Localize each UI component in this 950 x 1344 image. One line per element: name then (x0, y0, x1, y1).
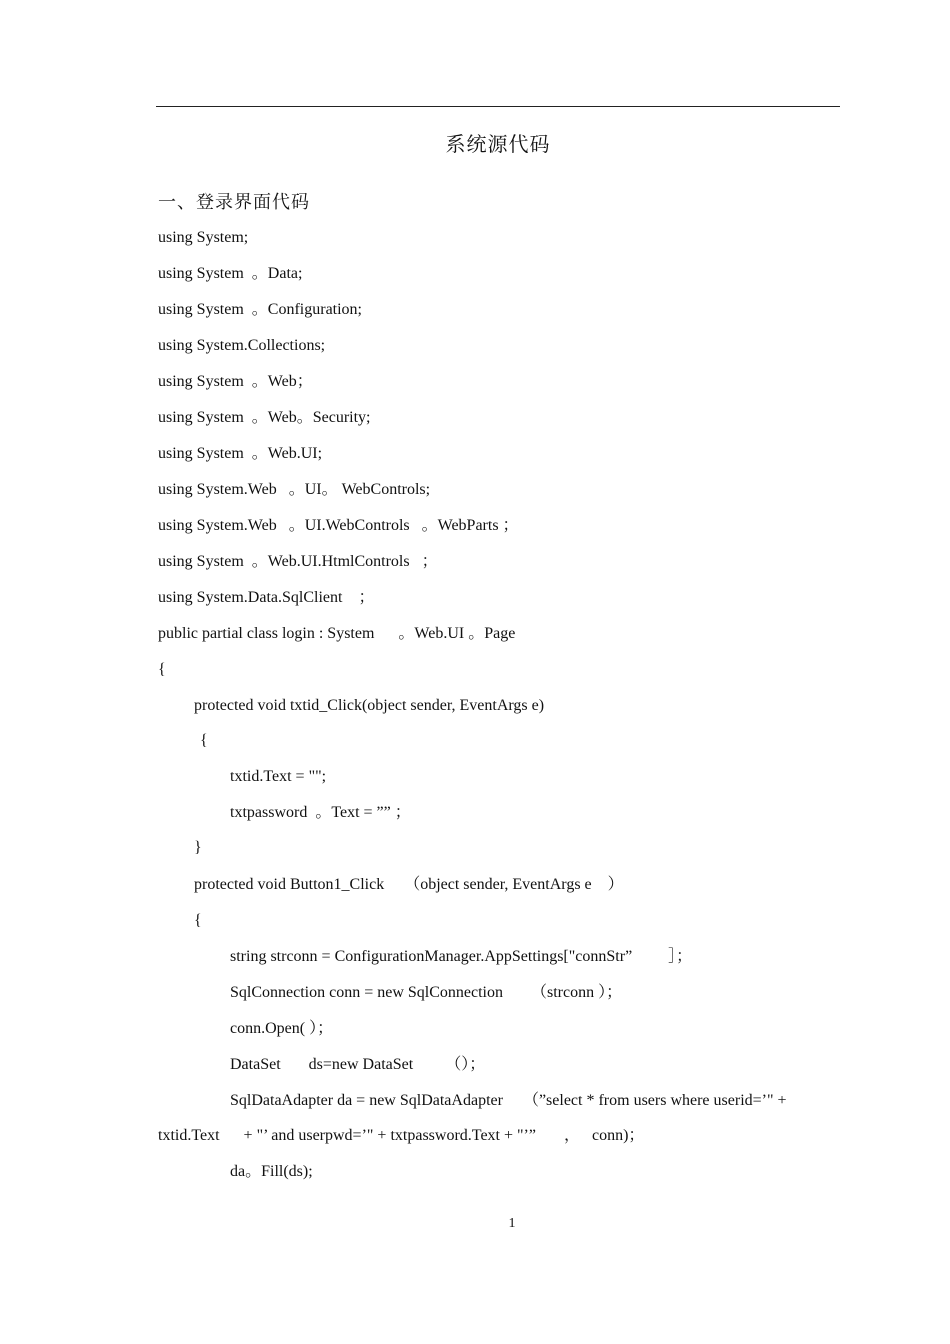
code-line: txtid.Text = ""; (230, 768, 327, 785)
code-line: txtpassword 。Text = ”” ； (230, 804, 411, 821)
code-line: protected void Button1_Click （object sender, EventArgs e ） (194, 876, 624, 893)
section-heading: 一、登录界面代码 (158, 192, 310, 213)
code-line: SqlConnection conn = new SqlConnection （strconn ）； (230, 984, 623, 1001)
code-line: using System.Web 。UI。 WebControls; (158, 481, 431, 498)
code-line: da。Fill(ds); (230, 1163, 313, 1180)
code-line: conn.Open( ）； (230, 1020, 334, 1037)
header-rule (156, 106, 840, 107)
code-line: using System 。Configuration; (158, 301, 363, 318)
code-line: txtid.Text + "’ and userpwd=’" + txtpassword.Text + "’” ， conn)； (158, 1127, 645, 1144)
code-line: } (194, 839, 202, 856)
code-line: using System 。Web。Security; (158, 409, 371, 426)
code-line: using System 。Web； (158, 373, 313, 390)
code-line: using System 。Data; (158, 265, 303, 282)
code-line: DataSet ds=new DataSet （）； (230, 1056, 486, 1073)
code-line: public partial class login : System 。Web.UI 。Page (158, 625, 516, 642)
code-line: using System.Collections; (158, 337, 326, 354)
code-line: using System; (158, 229, 249, 246)
page-number: 1 (508, 1216, 516, 1231)
code-line: { (194, 912, 202, 929)
code-line: using System 。Web.UI.HtmlControls ； (158, 553, 438, 570)
code-line: string strconn = ConfigurationManager.AppSettings["connStr” ］； (230, 948, 693, 965)
code-line: SqlDataAdapter da = new SqlDataAdapter （”select * from users where userid=’" + (230, 1092, 787, 1109)
code-line: protected void txtid_Click(object sender, EventArgs e) (194, 697, 545, 714)
document-title: 系统源代码 (445, 132, 551, 156)
code-line: { (196, 732, 208, 749)
code-line: using System.Data.SqlClient ； (158, 589, 375, 606)
code-line: using System 。Web.UI; (158, 445, 323, 462)
code-line: { (158, 661, 166, 678)
code-line: using System.Web 。UI.WebControls 。WebParts ； (158, 517, 519, 534)
